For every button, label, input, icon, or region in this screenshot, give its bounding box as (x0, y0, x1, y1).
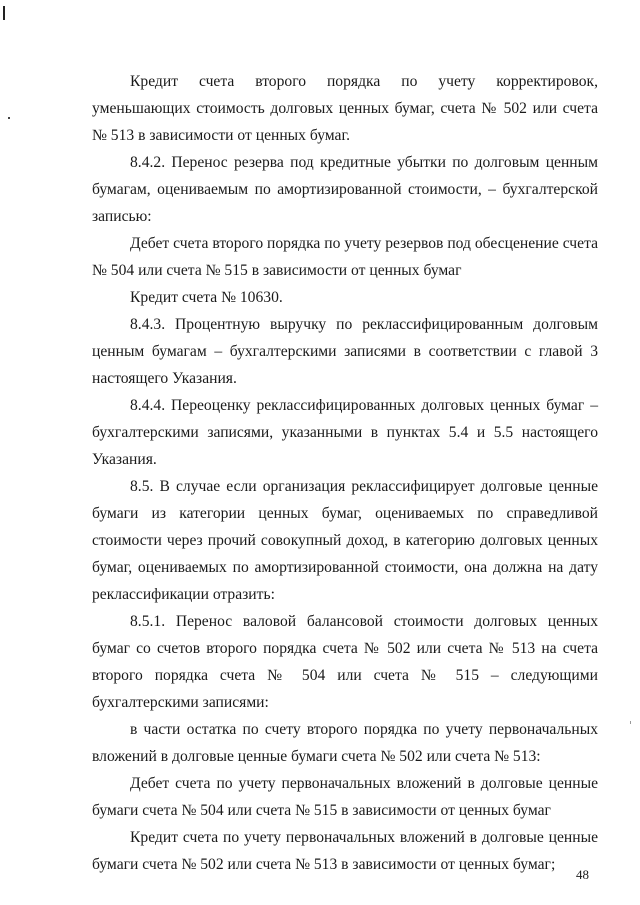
paragraph: Кредит счета второго порядка по учету корректировок, уменьшающих стоимость долговых ценных бумаг, счета № 502 или счета № 513 в зависимости от ценных бумаг. (92, 73, 598, 144)
scan-margin-mark (3, 6, 5, 20)
paragraph: Кредит счета № 10630. (130, 289, 283, 306)
paragraph: 8.4.2. Перенос резерва под кредитные убытки по долговым ценным бумагам, оцениваемым по амортизированной стоимости, – бухгалтерской записью: (92, 154, 598, 225)
paragraph: Дебет счета по учету первоначальных вложений в долговые ценные бумаги счета № 504 или счета № 515 в зависимости от ценных бумаг (92, 775, 598, 819)
paragraph: 8.5. В случае если организация реклассифицирует долговые ценные бумаги из категории ценных бумаг, оцениваемых по справедливой стоимости через прочий совокупный доход, в категорию долговых ценных бумаг, оцениваемых по амортизированной стоимости, она должна на дату реклассификации отразить: (92, 478, 598, 603)
paragraph: Дебет счета второго порядка по учету резервов под обесценение счета № 504 или счета № 515 в зависимости от ценных бумаг (92, 235, 598, 279)
paragraph: 8.5.1. Перенос валовой балансовой стоимости долговых ценных бумаг со счетов второго порядка счета № 502 или счета № 513 на счета второго порядка счета № 504 или счета № 515 – следующими бухгалтерскими записями: (92, 613, 598, 711)
paragraph: в части остатка по счету второго порядка по учету первоначальных вложений в долговые ценные бумаги счета № 502 или счета № 513: (92, 721, 598, 765)
page-number: 48 (576, 867, 589, 882)
scan-dot-mark (8, 117, 10, 119)
scan-right-mark (630, 721, 631, 724)
paragraph: 8.4.4. Переоценку реклассифицированных долговых ценных бумаг – бухгалтерскими записями, указанными в пунктах 5.4 и 5.5 настоящего Указания. (92, 397, 598, 468)
document-body (92, 68, 598, 878)
paragraph: 8.4.3. Процентную выручку по реклассифицированным долговым ценным бумагам – бухгалтерскими записями в соответствии с главой 3 настоящего Указания. (92, 316, 598, 387)
paragraph: Кредит счета по учету первоначальных вложений в долговые ценные бумаги счета № 502 или счета № 513 в зависимости от ценных бумаг; (92, 829, 598, 873)
